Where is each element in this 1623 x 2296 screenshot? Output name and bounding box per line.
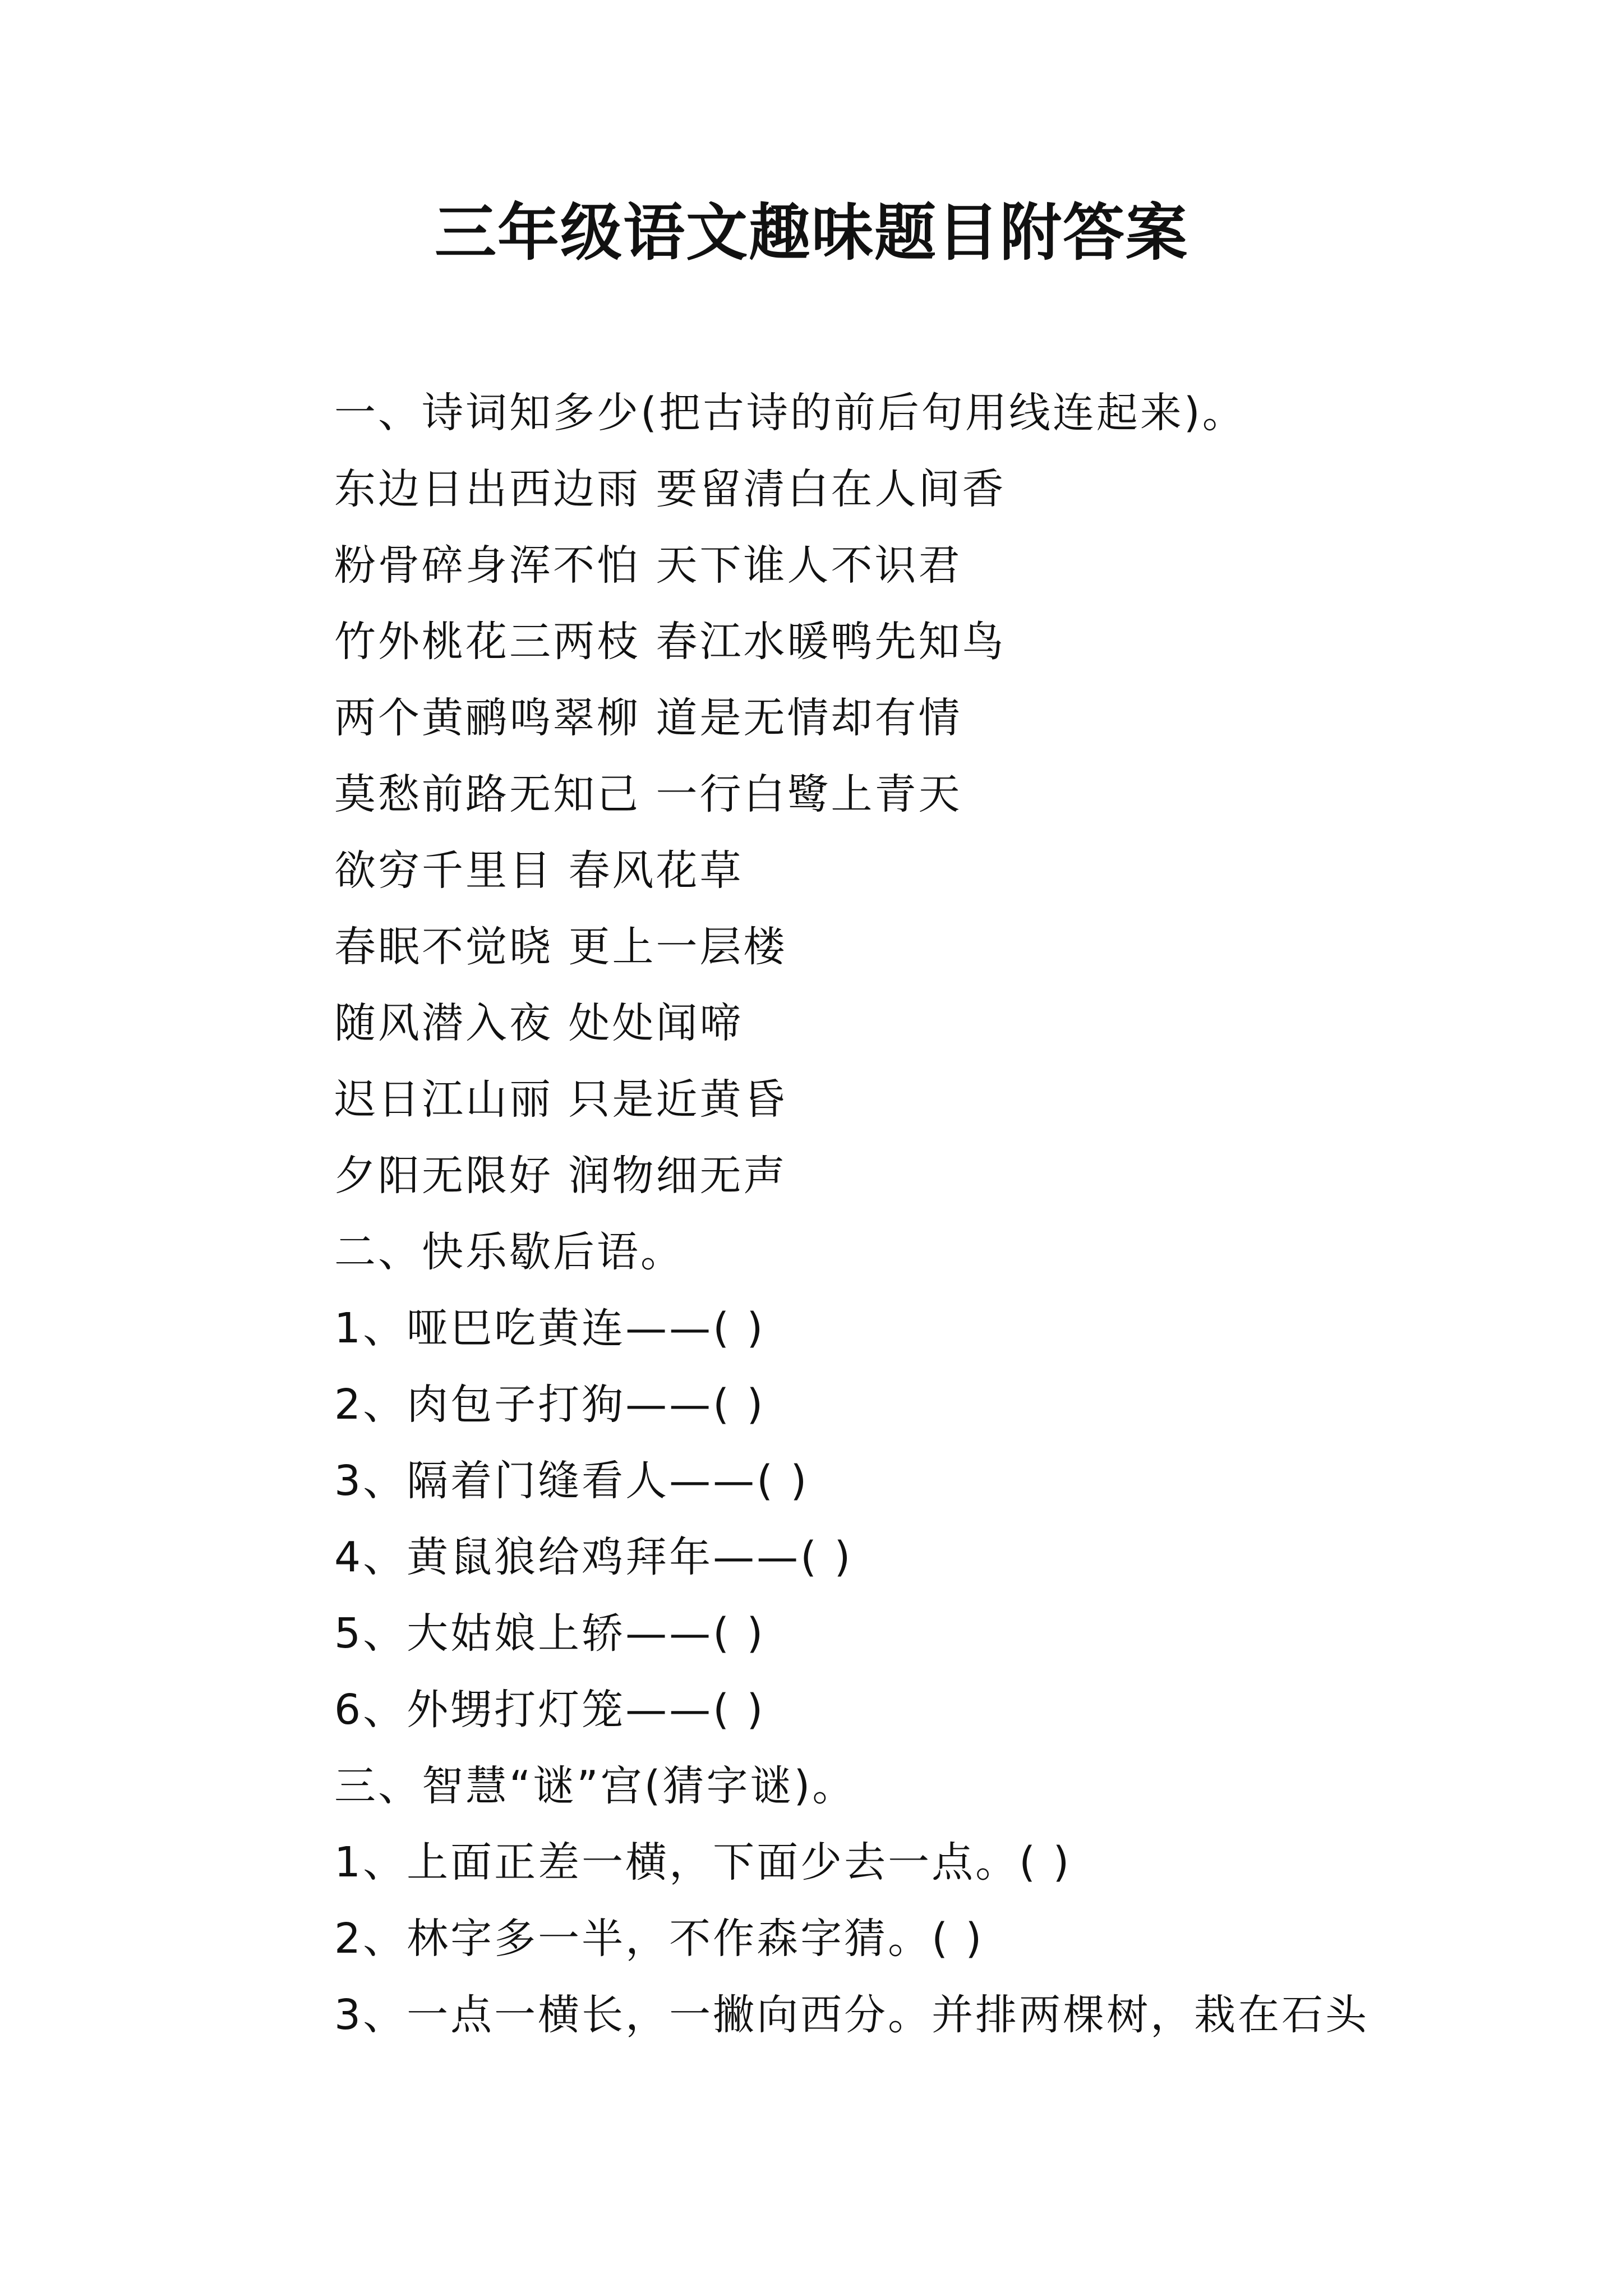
section-heading: 三、智慧“谜”宫(猜字谜)。 [334, 1762, 856, 1810]
question-line: 3、一点一横长，一撇向西分。并排两棵树，栽在石头 [334, 1991, 1370, 2039]
question-line: 2、林字多一半，不作森字猜。( ) [334, 1915, 984, 1963]
document-title: 三年级语文趣味题目附答案 [435, 196, 1188, 269]
poem-line: 东边日出西边雨 要留清白在人间香 [334, 465, 1006, 513]
poem-line: 随风潜入夜 处处闻啼 [334, 999, 744, 1047]
poem-line: 春眠不觉晓 更上一层楼 [334, 923, 787, 971]
poem-line: 迟日江山丽 只是近黄昏 [334, 1075, 787, 1124]
poem-line: 竹外桃花三两枝 春江水暖鸭先知鸟 [334, 618, 1006, 666]
document-body [334, 375, 1456, 2053]
question-line: 3、隔着门缝看人——( ) [334, 1457, 809, 1505]
poem-line: 欲穷千里目 春风花草 [334, 846, 744, 895]
section-heading: 一、诗词知多少(把古诗的前后句用线连起来)。 [334, 389, 1246, 437]
section-heading: 二、快乐歇后语。 [334, 1228, 684, 1276]
question-line: 6、外甥打灯笼——( ) [334, 1686, 766, 1734]
question-line: 1、上面正差一横，下面少去一点。( ) [334, 1838, 1072, 1887]
question-line: 2、肉包子打狗——( ) [334, 1381, 766, 1429]
question-line: 4、黄鼠狼给鸡拜年——( ) [334, 1533, 853, 1581]
poem-line: 粉骨碎身浑不怕 天下谁人不识君 [334, 541, 962, 590]
poem-line: 莫愁前路无知己 一行白鹭上青天 [334, 770, 962, 818]
question-line: 5、大姑娘上轿——( ) [334, 1609, 766, 1658]
poem-line: 夕阳无限好 润物细无声 [334, 1152, 787, 1200]
poem-line: 两个黄鹂鸣翠柳 道是无情却有情 [334, 694, 962, 742]
question-line: 1、哑巴吃黄连——( ) [334, 1304, 766, 1352]
